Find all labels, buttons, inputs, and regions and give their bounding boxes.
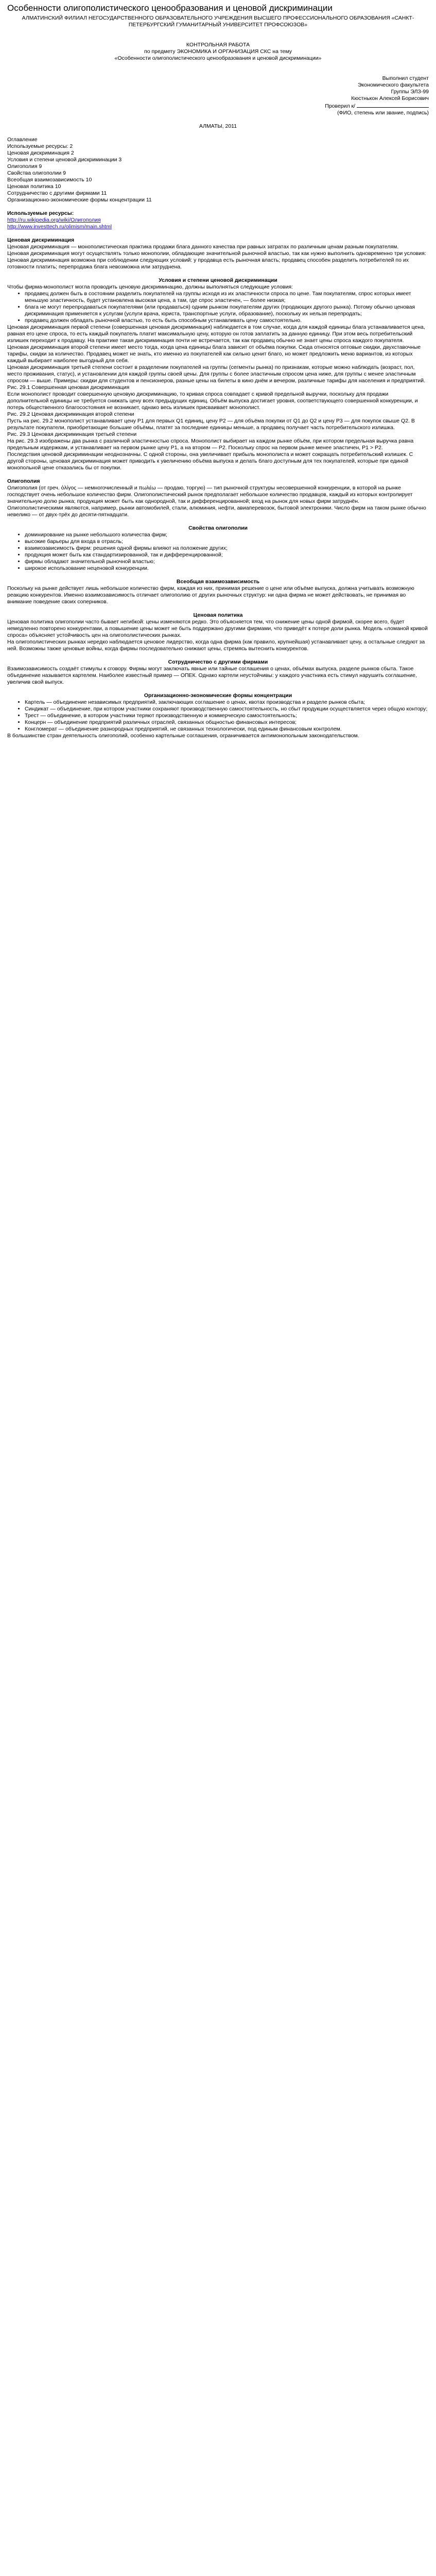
toc-item[interactable]: Свойства олигополии 9 bbox=[7, 170, 66, 176]
paragraph: Олигополистическими являются, например, рынки автомобилей, стали, алюминия, нефти, авиаперевозок, бытовой электроники. Число фирм на таком рынке обычно невелико — от двух-трёх до десяти-пятнадцати. bbox=[7, 505, 426, 518]
paragraph: В большинстве стран деятельность олигополий, особенно картельные соглашения, ограничивается антимонопольным законодательством. bbox=[7, 733, 359, 739]
paragraph: Поскольку на рынке действует лишь небольшое количество фирм, каждая из них, принимая решение о цене или объёме выпуска, должна учитывать возможную реакцию конкурентов. Именно взаимозависимость отличает олигополию от других рыночных структур: ни одна фирма не может действовать, не принимая во внимание поведение своих соперников. bbox=[7, 585, 414, 605]
list-item: • блага не могут перепродаваться покупателями (или продаваться) одним рынком покупателям других (продающих другого рынка). Потому обычно ценовая дискриминация применяется к услугам (услуги врача, юриста, транспортные услуги, образование), поскольку их нельзя перепродать; bbox=[25, 304, 429, 317]
toc-item[interactable]: Организационно-экономические формы концентрации 11 bbox=[7, 197, 152, 203]
table-of-contents bbox=[7, 137, 429, 204]
title-header bbox=[7, 15, 429, 130]
list-item: • Картель — объединение независимых предприятий, заключающих соглашение о ценах, квотах производства и разделе рынков сбыта; bbox=[25, 699, 429, 706]
bullet-list bbox=[7, 699, 429, 733]
list-item: • широкое использование неценовой конкуренции. bbox=[25, 565, 429, 572]
list-item: • высокие барьеры для входа в отрасль; bbox=[25, 538, 429, 545]
paragraph: Чтобы фирма-монополист могла проводить ценовую дискриминацию, должны выполняться следующие условия: bbox=[7, 284, 293, 290]
paragraph: Взаимозависимость создаёт стимулы к сговору. Фирмы могут заключать явные или тайные соглашения о ценах, объёмах выпуска, разделе рынков сбыта. Такое объединение называется картелем. Наиболее известный пример — ОПЕК. Однако картели неустойчивы: у каждого участника есть стимул нарушить соглашение, увеличив свой выпуск. bbox=[7, 666, 417, 685]
bullet-list bbox=[7, 291, 429, 324]
student-line-4: Кюстнькон Алексей Борисович bbox=[351, 95, 429, 101]
paragraph: Ценовая дискриминация могут осуществлять только монополии, обладающие значительной рыночной властью, так как нужно выполнить одновременно три условия: bbox=[7, 250, 426, 257]
figure-caption: Рис. 29.3 Ценовая дискриминация третьей степени bbox=[7, 431, 137, 437]
list-item: • доминирование на рынке небольшого количества фирм; bbox=[25, 532, 429, 538]
student-line-1: Выполнил студент bbox=[382, 75, 429, 81]
list-item: • Конгломерат — объединение разнородных предприятий, не связанных технологически, под единым финансовым контролем. bbox=[25, 726, 429, 733]
list-item: • Концерн — объединение предприятий различных отраслей, связанных общностью финансовых интересов; bbox=[25, 719, 429, 726]
work-type: КОНТРОЛЬНАЯ РАБОТА bbox=[186, 42, 250, 48]
section-heading: Ценовая политика bbox=[193, 612, 243, 618]
paragraph: Ценовая дискриминация первой степени (совершенная ценовая дискриминация) наблюдается в том случае, когда для каждой единицы блага устанавливается цена, равная его цене спроса, то есть каждый покупатель платит максимальную цену, которую он готов заплатить за данную единицу. При этом весь потребительский излишек переходит к продавцу. На практике такая дискриминация почти не встречается, так как продавец обычно не знает цены спроса каждого покупателя. bbox=[7, 324, 425, 344]
section-heading: Организационно-экономические формы концентрации bbox=[144, 692, 292, 699]
resource-item bbox=[7, 224, 429, 230]
subject-line: по предмету ЭКОНОМИКА И ОРГАНИЗАЦИЯ СКС на тему bbox=[144, 48, 292, 55]
paragraph: Олигополия (от греч. ὀλίγος — немногочисленный и πωλέω — продаю, торгую) — тип рыночной структуры несовершенной конкуренции, в которой на рынке господствует очень небольшое количество фирм. Олигополистический рынок предполагает небольшое количество продавцов, каждый из которых контролирует значительную долю рынка; продукция может быть как однородной, так и дифференцированной; вход на рынок для новых фирм затруднён. bbox=[7, 485, 413, 504]
page-title: Особенности олигополистического ценообразования и ценовой дискриминации bbox=[7, 3, 333, 13]
toc-item[interactable]: Ценовая политика 10 bbox=[7, 183, 61, 190]
toc-item[interactable]: Ценовая дискриминация 2 bbox=[7, 150, 74, 156]
paragraph: Ценовая дискриминация — монополистическая практика продажи блага данного качества при равных затратах по различным ценам разным покупателям. bbox=[7, 244, 399, 250]
resource-item bbox=[7, 217, 429, 224]
list-item: • Синдикат — объединение, при котором участники сохраняют производственную самостоятельность, но сбыт продукции осуществляется через общую контору; bbox=[25, 706, 429, 713]
paragraph: Ценовая дискриминация возможна при соблюдении следующих условий: у продавца есть рыночная власть; продавец способен разделить потребителей по их готовности платить; перепродажа блага невозможна или затруднена. bbox=[7, 257, 409, 270]
resource-link[interactable]: http://ru.wikipedia.org/wiki/Олигополия bbox=[7, 217, 101, 223]
toc-item[interactable]: Условия и степени ценовой дискриминации 3 bbox=[7, 157, 122, 163]
toc-item[interactable]: Всеобщая взаимозависимость 10 bbox=[7, 177, 92, 183]
list-item: • фирмы обладают значительной рыночной властью; bbox=[25, 558, 429, 565]
toc-item[interactable]: Используемые ресурсы: 2 bbox=[7, 143, 73, 149]
institution-name: АЛМАТИНСКИЙ ФИЛИАЛ НЕГОСУДАРСТВЕННОГО ОБРАЗОВАТЕЛЬНОГО УЧРЕЖДЕНИЯ ВЫСШЕГО ПРОФЕССИОНАЛЬНОГО ОБРАЗОВАНИЯ «САНКТ-ПЕТЕРБУРГСКИЙ ГУМАНИТАРНЫЙ УНИВЕРСИТЕТ ПРОФСОЮЗОВ» bbox=[22, 15, 414, 28]
paragraph: Ценовая дискриминация второй степени имеет место тогда, когда цена единицы блага зависит от объёма покупки. Сюда относятся оптовые скидки, двухставочные тарифы, скидки за количество. Продавец может не знать, кто именно из покупателей как сильно ценит благо, но может предложить меню вариантов, из которых каждый выбирает наиболее выгодный для себя. bbox=[7, 344, 421, 364]
section-heading: Условия и степени ценовой дискриминации bbox=[159, 277, 277, 283]
paragraph: Последствия ценовой дискриминации неоднозначны. С одной стороны, она увеличивает прибыль монополиста и может сокращать потребительский излишек. С другой стороны, ценовая дискриминация может приводить к увеличению объёма выпуска и делать благо доступным для тех покупателей, которые при единой монопольной цене отказались бы от покупки. bbox=[7, 451, 413, 471]
list-item: • продавец должен быть в состоянии разделить покупателей на группы исходя из их эластичности спроса по цене. Там покупателям, спрос которых имеет меньшую эластичность, будет установлена высокая цена, а там, где спрос эластичен, — более низкая; bbox=[25, 291, 429, 304]
paragraph: Ценовая политика олигополии часто бывает негибкой: цены изменяются редко. Это объясняется тем, что снижение цены одной фирмой, скорее всего, будет немедленно повторено конкурентами, а повышение цены может не быть поддержано другими фирмами, что приведёт к потере доли рынка. Модель «ломаной кривой спроса» объясняет устойчивость цен на олигополистических рынках. bbox=[7, 619, 428, 638]
checker-label: Проверил к/ bbox=[325, 103, 356, 109]
toc-item: Оглавление bbox=[7, 137, 38, 143]
paragraph: На рис. 29.3 изображены два рынка с различной эластичностью спроса. Монополист выбирает на каждом рынке объём, при котором предельная выручка равна предельным издержкам, и устанавливает на первом рынке цену P1, а на втором — P2. Поскольку спрос на первом рынке менее эластичен, P1 > P2. bbox=[7, 438, 414, 451]
section-heading: Олигополия bbox=[7, 478, 40, 484]
resource-link[interactable]: http://www.investtech.ru/olimism/main.shtml bbox=[7, 224, 112, 230]
list-item: • Трест — объединение, в котором участники теряют производственную и коммерческую самостоятельность; bbox=[25, 713, 429, 719]
paragraph: Если монополист проводит совершенную ценовую дискриминацию, то кривая спроса совпадает с кривой предельной выручки, поскольку для продажи дополнительной единицы не требуется снижать цену всех предыдущих единиц. Объём выпуска достигает уровня, соответствующего совершенной конкуренции, и потерь общественного благосостояния не возникает, однако весь излишек присваивает монополист. bbox=[7, 391, 418, 411]
paragraph: Пусть на рис. 29.2 монополист устанавливает цену P1 для первых Q1 единиц, цену P2 — для объёма покупки от Q1 до Q2 и цену P3 — для покупок свыше Q2. В результате покупатели, приобретающие большие объёмы, платят за последние единицы меньше, а продавец получает часть потребительского излишка. bbox=[7, 418, 415, 431]
section-heading: Свойства олигополии bbox=[188, 525, 248, 531]
bullet-list bbox=[7, 532, 429, 572]
city-year: АЛМАТЫ, 2011 bbox=[199, 123, 237, 129]
signature-note: (ФИО, степень или звание, подпись) bbox=[337, 110, 429, 116]
resources-heading: Используемые ресурсы: bbox=[7, 210, 74, 216]
section-heading: Всеобщая взаимозависимость bbox=[176, 579, 260, 585]
figure-caption: Рис. 29.1 Совершенная ценовая дискриминация bbox=[7, 384, 130, 391]
toc-item[interactable]: Олигополия 9 bbox=[7, 163, 42, 170]
section-heading: Сотрудничество с другими фирмами bbox=[168, 659, 268, 665]
toc-item[interactable]: Сотрудничество с другими фирмами 11 bbox=[7, 190, 107, 196]
student-line-2: Экономического факультета bbox=[358, 82, 429, 88]
signature-line bbox=[357, 102, 429, 108]
student-line-3: Группы ЭЛЗ-99 bbox=[391, 89, 429, 95]
list-item: • взаимозависимость фирм: решения одной фирмы влияют на положение других; bbox=[25, 545, 429, 552]
paragraph: Ценовая дискриминация третьей степени состоит в разделении покупателей на группы (сегменты рынка) по признакам, которые можно наблюдать (возраст, пол, место проживания, статус), и установлении для каждой группы своей цены. Для группы с более эластичным спросом цена ниже, для группы с менее эластичным спросом — выше. Примеры: скидки для студентов и пенсионеров, разные цены на билеты в кино днём и вечером, различные тарифы для населения и предприятий. bbox=[7, 364, 426, 384]
topic-line: «Особенности олигополистического ценообразования и ценовой дискриминации» bbox=[114, 55, 322, 61]
section-heading: Ценовая дискриминация bbox=[7, 237, 75, 243]
list-item: • продавец должен обладать рыночной властью, то есть быть способным устанавливать цену самостоятельно. bbox=[25, 317, 429, 324]
figure-caption: Рис. 29.2 Ценовая дискриминация второй степени bbox=[7, 411, 134, 417]
list-item: • продукция может быть как стандартизированной, так и дифференцированной; bbox=[25, 552, 429, 558]
checker-line bbox=[7, 102, 429, 110]
paragraph: На олигополистических рынках нередко наблюдается ценовое лидерство, когда одна фирма (как правило, крупнейшая) устанавливает цену, а остальные следуют за ней. Возможны также ценовые войны, когда фирмы последовательно снижают цены, стремясь вытеснить конкурентов. bbox=[7, 639, 425, 652]
